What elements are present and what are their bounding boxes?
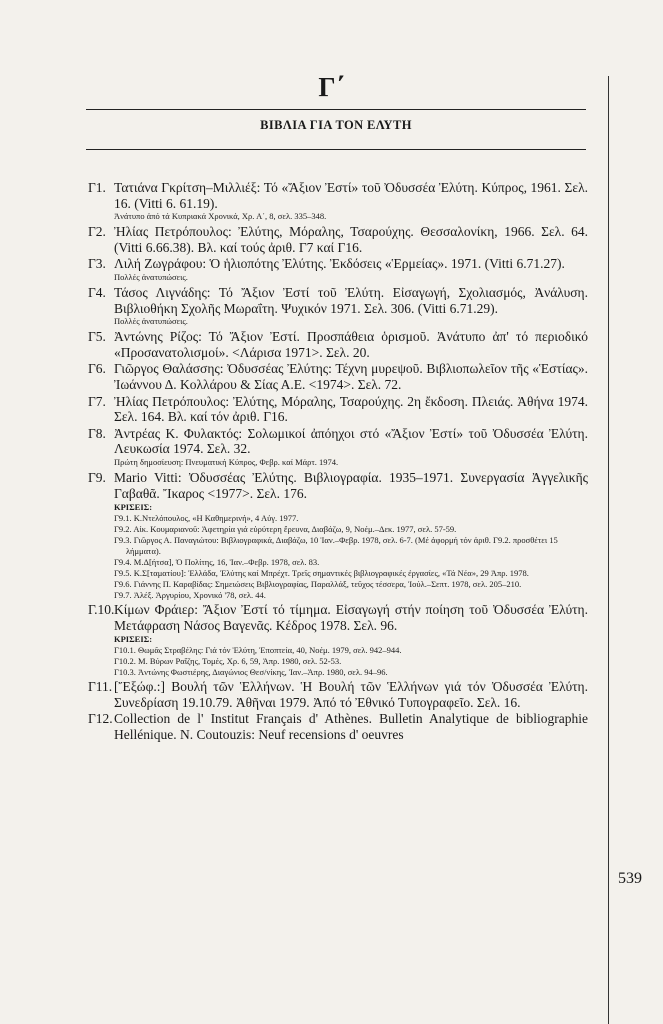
entry-text: Κίμων Φράιερ: Ἄξιον Ἐστί τό τίμημα. Εἰσαγωγή στήν ποίηση τοῦ Ὀδυσσέα Ἐλύτη. Μετάφραση Νάσος Βαγενᾶς. Κέδρος 1978. Σελ. 96.: [114, 602, 588, 633]
review-item: Γ9.7. Ἀλέξ. Ἀργυρίου, Χρονικό '78, σελ. 44.: [114, 590, 266, 601]
entry-body: [114, 679, 588, 710]
entry-body: [114, 394, 588, 425]
bibliography-entry: [88, 256, 588, 284]
entry-text: Ἠλίας Πετρόπουλος: Ἐλύτης, Μόραλης, Τσαρούχης. 2η ἔκδοση. Πλειάς. Ἀθήνα 1974. Σελ. 164. Βλ. καί τόν ἀριθ. Γ16.: [114, 393, 588, 425]
bibliography-entry: [88, 224, 588, 255]
entry-body: [114, 329, 588, 360]
entry-text: Mario Vitti: Ὀδυσσέας Ἐλύτης. Βιβλιογραφία. 1935–1971. Συνεργασία Ἀγγελικῆς Γαβαθᾶ. Ἴκαρος <1977>. Σελ. 176.: [114, 469, 588, 501]
entry-code: Γ2.: [88, 224, 106, 240]
entry-note: Πολλές ἀνατυπώσεις.: [114, 316, 188, 327]
entry-note: Πολλές ἀνατυπώσεις.: [114, 271, 188, 282]
entry-text: Λιλή Ζωγράφου: Ὁ ἡλιοπότης Ἐλύτης. Ἐκδόσεις «Ἑρμείας». 1971. (Vitti 6.71.27).: [114, 256, 565, 272]
entry-code: Γ3.: [88, 256, 106, 272]
reviews-heading: ΚΡΙΣΕΙΣ:: [114, 634, 153, 645]
entry-body: [114, 361, 588, 392]
entry-note: Ἀνάτυπο ἀπό τά Κυπριακά Χρονικά, Χρ. Α΄, 8, σελ. 335–348.: [114, 211, 327, 222]
review-item: Γ10.2. Μ. Βύρων Ραΐζης, Τομές, Χρ. 6, 59, Ἀπρ. 1980, σελ. 52-53.: [114, 656, 342, 667]
entry-body: [114, 426, 588, 469]
entry-body: [114, 224, 588, 255]
bibliography-entry: [88, 679, 588, 710]
section-heading: ΒΙΒΛΙΑ ΓΙΑ ΤΟΝ ΕΛΥΤΗ: [260, 118, 412, 132]
entry-text: [Ἔξώφ.:] Βουλή τῶν Ἑλλήνων. Ἡ Βουλή τῶν Ἑλλήνων γιά τόν Ὀδυσσέα Ἐλύτη. Συνεδρίαση 19.10.79. Ἀθῆναι 1979. Ἀπό τό Ἐθνικό Τυπογραφεῖο. Σελ. 16.: [114, 679, 588, 710]
page-number: 539: [618, 870, 642, 887]
entry-text: Τάσος Λιγνάδης: Τό Ἄξιον Ἐστί τοῦ Ἐλύτη. Εἰσαγωγή, Σχολιασμός, Ἀνάλυση. Βιβλιοθήκη Σχολῆς Μωραΐτη. Ψυχικόν 1971. Σελ. 306. (Vitti 6.71.29).: [114, 284, 588, 316]
bibliography-entry: [88, 602, 588, 678]
entry-code: Γ9.: [88, 469, 106, 485]
entry-code: Γ8.: [88, 425, 106, 441]
bibliography-entry: [88, 361, 588, 392]
entry-text: Ἠλίας Πετρόπουλος: Ἐλύτης, Μόραλης, Τσαρούχης. Θεσσαλονίκη, 1966. Σελ. 64. (Vitti 6.66.38). Βλ. καί τούς ἀριθ. Γ7 καί Γ16.: [114, 224, 588, 255]
entry-note: Πρώτη δημοσίευση: Πνευματική Κύπρος, Φεβρ. καί Μάρτ. 1974.: [114, 456, 339, 467]
review-item: Γ9.2. Αἰκ. Κουμαριανοῦ: Ἀφετηρία γιά εὐρύτερη ἔρευνα, Διαβάζω, 9, Νοέμ.–Δεκ. 1977, σελ. 57-59.: [114, 524, 457, 535]
entry-code: Γ4.: [88, 284, 106, 300]
entry-text: Ἀντρέας Κ. Φυλακτός: Σολωμικοί ἀπόηχοι στό «Ἄξιον Ἐστί» τοῦ Ὀδυσσέα Ἐλύτη. Λευκωσία 1974. Σελ. 32.: [114, 425, 588, 457]
entry-code: Γ1.: [88, 180, 106, 195]
review-item: Γ9.3. Γιῶργος Α. Παναγιώτου: Βιβλιογραφικά, Διαβάζω, 10 Ἰαν.–Φεβρ. 1978, σελ. 6-7. (Μέ ἀφορμή τόν ἀριθ. Γ9.2. προσθέτει 15 λήμματα).: [114, 535, 558, 557]
top-rule: [86, 109, 586, 110]
bibliography-entry: [88, 470, 588, 601]
entry-code: Γ.10.: [88, 602, 115, 618]
entry-code: Γ11.: [88, 679, 113, 695]
entry-body: [114, 256, 588, 284]
entry-body: [114, 285, 588, 328]
reviews-heading: ΚΡΙΣΕΙΣ:: [114, 502, 153, 513]
bibliography-entry: [88, 394, 588, 425]
entry-code: Γ5.: [88, 329, 106, 345]
entry-body: [114, 180, 588, 223]
entry-body: [114, 602, 588, 678]
bibliography-entry: [88, 711, 588, 742]
bibliography-entry: [88, 329, 588, 360]
entry-code: Γ6.: [88, 361, 106, 377]
margin-rule: [608, 76, 609, 1024]
bibliography-entry: [88, 285, 588, 328]
section-letter: Γ΄: [318, 72, 345, 102]
entry-code: Γ7.: [88, 393, 106, 409]
review-item: Γ9.4. Μ.Δ[ήτσα], Ὁ Πολίτης, 16, Ἰαν.–Φεβρ. 1978, σελ. 83.: [114, 557, 320, 568]
review-item: Γ9.5. Κ.Σ[ταματίου]: Ἑλλάδα, Ἐλύτης καί Μπρέχτ. Τρεῖς σημαντικές βιβλιογραφικές ἐργασίες, «Τά Νέα», 29 Ἀπρ. 1978.: [114, 568, 529, 579]
entry-body: [114, 711, 588, 742]
bibliography-entry: [88, 180, 588, 223]
review-item: Γ9.6. Γιάννης Π. Καραβίδας: Σημειώσεις Βιβλιογραφίας, Παραλλάξ, τεῦχος τέσσερα, Ἰούλ.–Σεπτ. 1978, σελ. 205–210.: [114, 579, 522, 590]
bibliography-entry: [88, 426, 588, 469]
entry-text: Γιῶργος Θαλάσσης: Ὀδυσσέας Ἐλύτης: Τέχνη μυρεψοῦ. Βιβλιοπωλεῖον τῆς «Ἑστίας». Ἰωάννου Δ. Κολλάρου & Σίας Α.Ε. <1974>. Σελ. 72.: [114, 361, 588, 392]
entry-code: Γ12.: [88, 711, 113, 727]
entry-body: [114, 470, 588, 601]
review-item: Γ10.1. Θωμᾶς Στραβέλης: Γιά τόν Ἐλύτη, Ἐποπτεία, 40, Νοέμ. 1979, σελ. 942–944.: [114, 645, 402, 656]
review-item: Γ10.3. Ἀντώνης Φωστιέρης, Διαγώνιος Θεσ/νίκης, Ἰαν.–Ἀπρ. 1980, σελ. 94–96.: [114, 667, 388, 678]
heading-rule: [86, 149, 586, 150]
bibliography-list: [88, 180, 588, 744]
entry-text: Collection de l' Institut Français d' Athènes. Bulletin Analytique de bibliographie Hellénique. N. Coutouzis: Neuf recensions d' oeuvres: [114, 711, 588, 743]
review-item: Γ9.1. Κ.Ντελόπουλος, «Η Καθημερινή», 4 Αὐγ. 1977.: [114, 513, 299, 524]
entry-text: Τατιάνα Γκρίτση–Μιλλιέξ: Τό «Ἄξιον Ἐστί» τοῦ Ὀδυσσέα Ἐλύτη. Κύπρος, 1961. Σελ. 16. (Vitti 6. 61.19).: [114, 180, 588, 211]
entry-text: Ἀντώνης Ρίζος: Τό Ἄξιον Ἐστί. Προσπάθεια ὁρισμοῦ. Ἀνάτυπο ἀπ' τό περιοδικό «Προσανατολισμοί». <Λάρισα 1971>. Σελ. 20.: [114, 329, 588, 360]
